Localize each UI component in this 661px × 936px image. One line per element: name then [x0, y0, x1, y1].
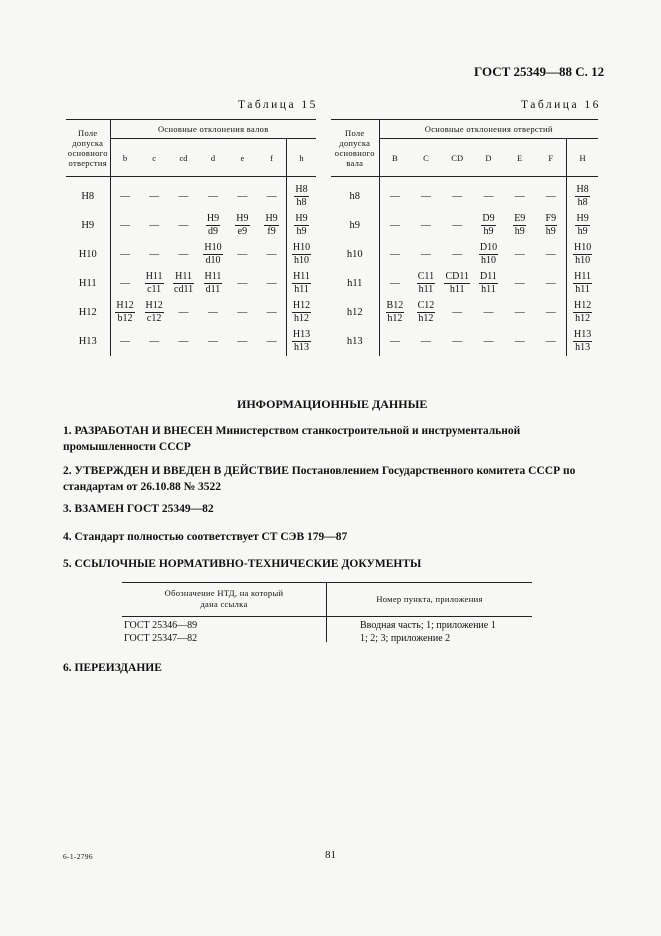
fit-denominator: h9	[514, 225, 525, 237]
empty-cell	[379, 327, 410, 356]
fit-cell	[198, 269, 227, 298]
dash: —	[178, 306, 189, 318]
fit-denominator: h9	[545, 225, 556, 237]
fit-fraction	[292, 271, 311, 296]
dash: —	[545, 335, 556, 347]
table-16-caption: Таблица 16	[521, 99, 601, 111]
empty-cell	[410, 240, 441, 269]
row-label: H9	[66, 211, 110, 240]
row-label: H10	[66, 240, 110, 269]
empty-cell	[169, 298, 198, 327]
info-item-replaces: 3. ВЗАМЕН ГОСТ 25349—82	[63, 503, 214, 515]
fit-cell	[567, 240, 598, 269]
fit-cell	[567, 298, 598, 327]
dash: —	[389, 248, 400, 260]
empty-cell	[535, 177, 566, 211]
fit-numerator: B12	[386, 299, 404, 311]
empty-cell	[442, 298, 473, 327]
empty-cell	[169, 240, 198, 269]
fit-fraction	[145, 300, 164, 325]
table-row	[331, 240, 598, 269]
fit-denominator: h10	[294, 254, 309, 266]
dash: —	[514, 335, 525, 347]
empty-cell	[257, 240, 286, 269]
fit-cell	[567, 177, 598, 211]
empty-cell	[139, 211, 168, 240]
fit-denominator: b12	[117, 312, 133, 324]
fit-denominator: h10	[480, 254, 496, 266]
references-item: 1; 2; 3; приложение 2	[360, 633, 451, 644]
dash: —	[452, 306, 463, 318]
fit-numerator: H12	[292, 299, 311, 311]
empty-cell	[110, 240, 139, 269]
fit-cell	[442, 269, 473, 298]
fit-cell	[287, 240, 316, 269]
column-header: F	[535, 139, 566, 177]
fit-numerator: H11	[204, 270, 222, 282]
fit-denominator: c12	[146, 312, 162, 324]
fit-denominator: h11	[418, 283, 434, 295]
column-header: D	[473, 139, 504, 177]
dash: —	[514, 248, 525, 260]
empty-cell	[442, 177, 473, 211]
fit-fraction	[386, 300, 405, 325]
fit-numerator: D11	[480, 270, 497, 282]
fit-fraction	[481, 213, 495, 238]
fit-numerator: C12	[417, 299, 435, 311]
dash: —	[178, 335, 189, 347]
dash: —	[119, 248, 130, 260]
column-header: C	[410, 139, 441, 177]
fit-fraction	[417, 300, 436, 325]
fit-denominator: cd11	[174, 283, 194, 295]
info-item-developed: 1. РАЗРАБОТАН И ВНЕСЕН Министерством станкостроительной и инструментальной промышленности СССР	[63, 425, 521, 453]
references-doc-header: Обозначение НТД, на который дана ссылка	[164, 588, 284, 609]
info-heading: ИНФОРМАЦИОННЫЕ ДАННЫЕ	[237, 397, 428, 411]
fit-denominator: h12	[575, 312, 591, 324]
column-header: d	[198, 139, 227, 177]
empty-cell	[257, 269, 286, 298]
dash: —	[237, 190, 248, 202]
dash: —	[237, 306, 248, 318]
references-item-column	[360, 619, 496, 645]
info-item-conformity: 4. Стандарт полностью соответствует СТ СЭВ 179—87	[63, 531, 348, 543]
fit-denominator: h11	[294, 283, 309, 295]
empty-cell	[379, 177, 410, 211]
empty-cell	[473, 298, 504, 327]
row-label: H13	[66, 327, 110, 356]
column-header: b	[110, 139, 139, 177]
fit-numerator: H10	[204, 241, 222, 253]
column-header: e	[228, 139, 257, 177]
fit-numerator: H11	[293, 270, 310, 282]
fit-cell	[110, 298, 139, 327]
fit-fraction	[573, 242, 592, 267]
fit-fraction	[575, 213, 589, 238]
fit-denominator: e9	[237, 225, 248, 237]
fit-numerator: H9	[206, 212, 220, 224]
references-item: Вводная часть; 1; приложение 1	[360, 620, 496, 631]
empty-cell	[410, 327, 441, 356]
fit-cell	[139, 298, 168, 327]
fit-fraction	[573, 329, 592, 354]
fit-denominator: h9	[483, 225, 494, 237]
empty-cell	[473, 177, 504, 211]
references-doc-column	[124, 619, 197, 645]
fit-denominator: h13	[294, 341, 309, 353]
info-item-references: 5. ССЫЛОЧНЫЕ НОРМАТИВНО-ТЕХНИЧЕСКИЕ ДОКУМЕНТЫ	[63, 558, 422, 570]
fit-denominator: h11	[481, 283, 496, 295]
table-row	[66, 211, 316, 240]
fit-fraction	[173, 271, 194, 296]
fit-cell	[535, 211, 566, 240]
fit-fraction	[573, 271, 592, 296]
fit-numerator: CD11	[445, 270, 469, 282]
dash: —	[483, 190, 494, 202]
info-item-approved: 2. УТВЕРЖДЕН И ВВЕДЕН В ДЕЙСТВИЕ Постановлением Государственного комитета СССР по стандартам от 26.10.88 № 3522	[63, 465, 576, 493]
references-table	[122, 582, 532, 644]
corner-header: Поле допуска основного вала	[331, 120, 379, 177]
empty-cell	[473, 327, 504, 356]
fit-numerator: H12	[573, 299, 592, 311]
fit-cell	[169, 269, 198, 298]
fit-cell	[410, 269, 441, 298]
dash: —	[149, 248, 160, 260]
column-header: f	[257, 139, 286, 177]
empty-cell	[504, 240, 535, 269]
column-header: cd	[169, 139, 198, 177]
dash: —	[545, 277, 556, 289]
footer-print-code: 6-1-2796	[63, 852, 93, 861]
fit-denominator: h9	[577, 225, 588, 237]
dash: —	[514, 277, 525, 289]
fit-denominator: h12	[294, 312, 309, 324]
dash: —	[452, 248, 463, 260]
dash: —	[149, 335, 160, 347]
empty-cell	[198, 177, 227, 211]
fit-denominator: h13	[575, 341, 591, 353]
empty-cell	[504, 327, 535, 356]
dash: —	[119, 219, 130, 231]
fit-fraction	[145, 271, 164, 296]
fit-numerator: H8	[576, 183, 589, 195]
references-doc: ГОСТ 25346—89	[124, 620, 198, 631]
fit-numerator: D10	[479, 241, 498, 253]
fit-numerator: F9	[545, 212, 557, 224]
dash: —	[149, 190, 160, 202]
dash: —	[178, 248, 189, 260]
fit-denominator: h12	[387, 312, 403, 324]
fit-cell	[567, 211, 598, 240]
row-label: h9	[331, 211, 379, 240]
dash: —	[119, 277, 130, 289]
page-header: ГОСТ 25349—88 С. 12	[474, 64, 605, 79]
empty-cell	[535, 240, 566, 269]
group-header: Основные отклонения отверстий	[379, 120, 598, 139]
empty-cell	[228, 327, 257, 356]
dash: —	[237, 335, 248, 347]
fit-numerator: H11	[145, 270, 163, 282]
fit-fraction	[206, 213, 220, 238]
empty-cell	[257, 177, 286, 211]
table-15	[66, 119, 316, 356]
empty-cell	[442, 240, 473, 269]
fit-cell	[473, 269, 504, 298]
fit-denominator: h8	[577, 196, 588, 208]
dash: —	[389, 335, 400, 347]
dash: —	[178, 219, 189, 231]
fit-denominator: h11	[575, 283, 590, 295]
dash: —	[545, 190, 556, 202]
dash: —	[389, 277, 400, 289]
fit-fraction	[444, 271, 470, 296]
fit-fraction	[294, 184, 308, 209]
empty-cell	[139, 177, 168, 211]
row-label: h11	[331, 269, 379, 298]
dash: —	[545, 248, 556, 260]
empty-cell	[379, 240, 410, 269]
fit-numerator: E9	[514, 212, 526, 224]
empty-cell	[228, 240, 257, 269]
empty-cell	[535, 327, 566, 356]
fit-numerator: H12	[116, 299, 134, 311]
fit-cell	[287, 327, 316, 356]
dash: —	[420, 190, 431, 202]
table-15-caption: Таблица 15	[238, 99, 318, 111]
empty-cell	[110, 177, 139, 211]
fit-cell	[567, 327, 598, 356]
dash: —	[266, 190, 277, 202]
empty-cell	[535, 298, 566, 327]
fit-fraction	[513, 213, 526, 238]
dash: —	[237, 248, 248, 260]
page-number: 81	[325, 849, 336, 861]
dash: —	[207, 306, 218, 318]
empty-cell	[110, 327, 139, 356]
table-row	[66, 269, 316, 298]
empty-cell	[535, 269, 566, 298]
references-doc: ГОСТ 25347—82	[124, 633, 198, 644]
fit-cell	[473, 211, 504, 240]
fit-fraction	[417, 271, 435, 296]
fit-cell	[198, 211, 227, 240]
row-label: h10	[331, 240, 379, 269]
empty-cell	[504, 298, 535, 327]
column-header: h	[287, 139, 316, 177]
row-label: h12	[331, 298, 379, 327]
table-row	[66, 177, 316, 211]
fit-fraction	[479, 271, 498, 296]
fit-numerator: H13	[573, 328, 592, 340]
dash: —	[452, 219, 463, 231]
fit-numerator: H10	[292, 241, 311, 253]
table-row	[66, 240, 316, 269]
fit-fraction	[575, 184, 589, 209]
fit-numerator: H9	[295, 212, 308, 224]
fit-denominator: h12	[418, 312, 434, 324]
fit-fraction	[479, 242, 498, 267]
fit-fraction	[203, 242, 222, 267]
table-row	[331, 269, 598, 298]
fit-cell	[287, 177, 316, 211]
fit-numerator: H8	[295, 183, 308, 195]
dash: —	[207, 335, 218, 347]
dash: —	[207, 190, 218, 202]
empty-cell	[379, 211, 410, 240]
dash: —	[237, 277, 248, 289]
fit-numerator: C11	[417, 270, 435, 282]
fit-fraction	[235, 213, 249, 238]
fit-cell	[567, 269, 598, 298]
fit-denominator: h8	[296, 196, 307, 208]
fit-fraction	[115, 300, 134, 325]
column-header: H	[567, 139, 598, 177]
fit-cell	[473, 240, 504, 269]
empty-cell	[504, 177, 535, 211]
empty-cell	[257, 327, 286, 356]
fit-numerator: H13	[292, 328, 311, 340]
dash: —	[119, 335, 130, 347]
dash: —	[178, 190, 189, 202]
group-header: Основные отклонения валов	[110, 120, 316, 139]
table-row	[66, 298, 316, 327]
fit-denominator: c11	[147, 283, 162, 295]
row-label: H11	[66, 269, 110, 298]
fit-cell	[287, 269, 316, 298]
empty-cell	[139, 327, 168, 356]
fit-fraction	[204, 271, 223, 296]
dash: —	[119, 190, 130, 202]
fit-fraction	[264, 213, 278, 238]
fit-denominator: f9	[267, 225, 276, 237]
fit-numerator: H11	[574, 270, 592, 282]
dash: —	[452, 335, 463, 347]
corner-header: Поле допуска основного отверстия	[66, 120, 110, 177]
fit-numerator: H10	[573, 241, 592, 253]
dash: —	[420, 219, 431, 231]
table-row	[331, 177, 598, 211]
fit-cell	[257, 211, 286, 240]
dash: —	[452, 190, 463, 202]
column-header: CD	[442, 139, 473, 177]
row-label: H12	[66, 298, 110, 327]
dash: —	[514, 190, 525, 202]
references-item-header: Номер пункта, приложения	[376, 594, 483, 604]
empty-cell	[410, 211, 441, 240]
empty-cell	[169, 211, 198, 240]
fit-cell	[139, 269, 168, 298]
table-row	[331, 327, 598, 356]
column-header: c	[139, 139, 168, 177]
fit-cell	[410, 298, 441, 327]
fit-numerator: H11	[173, 271, 194, 284]
dash: —	[266, 335, 277, 347]
empty-cell	[198, 327, 227, 356]
dash: —	[389, 219, 400, 231]
fit-cell	[504, 211, 535, 240]
dash: —	[266, 277, 277, 289]
dash: —	[266, 306, 277, 318]
empty-cell	[228, 298, 257, 327]
fit-cell	[228, 211, 257, 240]
fit-cell	[287, 211, 316, 240]
empty-cell	[110, 211, 139, 240]
row-label: h8	[331, 177, 379, 211]
fit-fraction	[292, 242, 311, 267]
fit-denominator: h10	[575, 254, 591, 266]
fit-numerator: D9	[482, 212, 495, 224]
fit-cell	[287, 298, 316, 327]
row-label: h13	[331, 327, 379, 356]
empty-cell	[169, 177, 198, 211]
dash: —	[420, 335, 431, 347]
info-item-reissue: 6. ПЕРЕИЗДАНИЕ	[63, 662, 162, 674]
empty-cell	[504, 269, 535, 298]
fit-fraction	[292, 329, 311, 354]
fit-denominator: d9	[207, 225, 218, 237]
empty-cell	[228, 177, 257, 211]
empty-cell	[169, 327, 198, 356]
fit-fraction	[292, 300, 311, 325]
column-header: B	[379, 139, 410, 177]
dash: —	[545, 306, 556, 318]
fit-numerator: H9	[576, 212, 589, 224]
empty-cell	[110, 269, 139, 298]
dash: —	[420, 248, 431, 260]
empty-cell	[139, 240, 168, 269]
dash: —	[483, 306, 494, 318]
table-row	[66, 327, 316, 356]
fit-fraction	[294, 213, 308, 238]
table-row	[331, 298, 598, 327]
fit-denominator: h9	[296, 225, 307, 237]
empty-cell	[257, 298, 286, 327]
empty-cell	[442, 327, 473, 356]
empty-cell	[410, 177, 441, 211]
fit-denominator: d11	[205, 283, 221, 295]
empty-cell	[228, 269, 257, 298]
table-16	[331, 119, 598, 356]
table-row	[331, 211, 598, 240]
fit-numerator: H9	[265, 212, 278, 224]
column-header: E	[504, 139, 535, 177]
dash: —	[514, 306, 525, 318]
empty-cell	[442, 211, 473, 240]
fit-numerator: H9	[236, 212, 249, 224]
dash: —	[389, 190, 400, 202]
fit-cell	[198, 240, 227, 269]
fit-denominator: d10	[205, 254, 221, 266]
fit-numerator: H12	[145, 299, 163, 311]
dash: —	[149, 219, 160, 231]
row-label: H8	[66, 177, 110, 211]
dash: —	[483, 335, 494, 347]
fit-fraction	[545, 213, 558, 238]
fit-denominator: h11	[449, 283, 465, 295]
fit-cell	[379, 298, 410, 327]
empty-cell	[379, 269, 410, 298]
fit-fraction	[573, 300, 592, 325]
dash: —	[266, 248, 277, 260]
empty-cell	[198, 298, 227, 327]
